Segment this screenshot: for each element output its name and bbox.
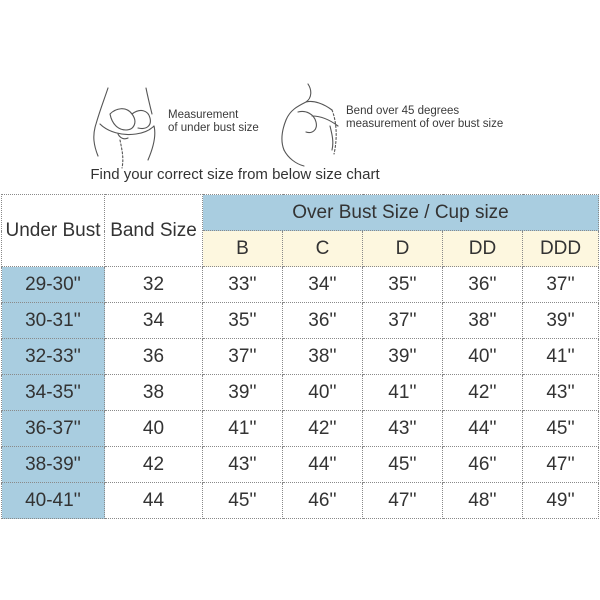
over-bust-cell: 45'' — [203, 483, 283, 519]
under-bust-measurement-illustration — [88, 84, 168, 170]
under-bust-cell: 38-39'' — [2, 447, 105, 483]
over-bust-cell: 42'' — [443, 375, 523, 411]
band-size-cell: 34 — [105, 303, 203, 339]
over-bust-cell: 41'' — [363, 375, 443, 411]
over-bust-cell: 47'' — [523, 447, 599, 483]
over-bust-cell: 37'' — [363, 303, 443, 339]
table-row — [2, 339, 599, 375]
cup-header: D — [363, 231, 443, 267]
table-row — [2, 267, 599, 303]
under-bust-caption — [168, 109, 259, 135]
cup-header: DD — [443, 231, 523, 267]
over-bust-cell: 46'' — [443, 447, 523, 483]
cup-header: DDD — [523, 231, 599, 267]
over-bust-measurement-illustration — [268, 80, 348, 170]
under-bust-cell: 34-35'' — [2, 375, 105, 411]
under-bust-cell: 40-41'' — [2, 483, 105, 519]
over-bust-cell: 39'' — [523, 303, 599, 339]
over-bust-cup-size-header: Over Bust Size / Cup size — [203, 195, 599, 231]
band-size-cell: 36 — [105, 339, 203, 375]
over-bust-cell: 47'' — [363, 483, 443, 519]
over-bust-cell: 48'' — [443, 483, 523, 519]
over-bust-cell: 40'' — [283, 375, 363, 411]
under-bust-cell: 29-30'' — [2, 267, 105, 303]
under-bust-cell: 32-33'' — [2, 339, 105, 375]
over-bust-cell: 49'' — [523, 483, 599, 519]
over-bust-cell: 39'' — [363, 339, 443, 375]
cup-header: C — [283, 231, 363, 267]
over-bust-cell: 42'' — [283, 411, 363, 447]
table-row — [2, 375, 599, 411]
over-bust-cell: 43'' — [523, 375, 599, 411]
under-bust-cell: 30-31'' — [2, 303, 105, 339]
table-row — [2, 447, 599, 483]
over-bust-cell: 43'' — [203, 447, 283, 483]
over-bust-caption-line-1: Bend over 45 degrees — [346, 105, 460, 117]
over-bust-cell: 46'' — [283, 483, 363, 519]
over-bust-caption — [346, 105, 503, 131]
band-size-cell: 32 — [105, 267, 203, 303]
table-row — [2, 411, 599, 447]
over-bust-cell: 38'' — [283, 339, 363, 375]
band-size-cell: 38 — [105, 375, 203, 411]
over-bust-cell: 37'' — [523, 267, 599, 303]
over-bust-cell: 39'' — [203, 375, 283, 411]
over-bust-cell: 33'' — [203, 267, 283, 303]
over-bust-cell: 41'' — [523, 339, 599, 375]
under-bust-header: Under Bust — [2, 195, 105, 267]
over-bust-cell: 44'' — [283, 447, 363, 483]
over-bust-caption-line-2: measurement of over bust size — [346, 118, 504, 130]
band-size-header: Band Size — [105, 195, 203, 267]
over-bust-cell: 36'' — [283, 303, 363, 339]
table-header-row — [2, 195, 599, 231]
over-bust-cell: 45'' — [523, 411, 599, 447]
over-bust-cell: 37'' — [203, 339, 283, 375]
over-bust-cell: 38'' — [443, 303, 523, 339]
table-row — [2, 303, 599, 339]
band-size-cell: 40 — [105, 411, 203, 447]
under-bust-caption-line-2: of under bust size — [168, 122, 259, 134]
size-chart-headline: Find your correct size from below size chart — [90, 166, 380, 183]
over-bust-cell: 35'' — [203, 303, 283, 339]
table-row — [2, 483, 599, 519]
over-bust-cell: 40'' — [443, 339, 523, 375]
over-bust-cell: 34'' — [283, 267, 363, 303]
under-bust-cell: 36-37'' — [2, 411, 105, 447]
over-bust-cell: 36'' — [443, 267, 523, 303]
over-bust-cell: 35'' — [363, 267, 443, 303]
over-bust-cell: 44'' — [443, 411, 523, 447]
size-chart-table — [1, 194, 599, 519]
over-bust-cell: 43'' — [363, 411, 443, 447]
over-bust-cell: 41'' — [203, 411, 283, 447]
band-size-cell: 44 — [105, 483, 203, 519]
under-bust-caption-line-1: Measurement — [168, 109, 239, 121]
cup-header: B — [203, 231, 283, 267]
over-bust-cell: 45'' — [363, 447, 443, 483]
band-size-cell: 42 — [105, 447, 203, 483]
